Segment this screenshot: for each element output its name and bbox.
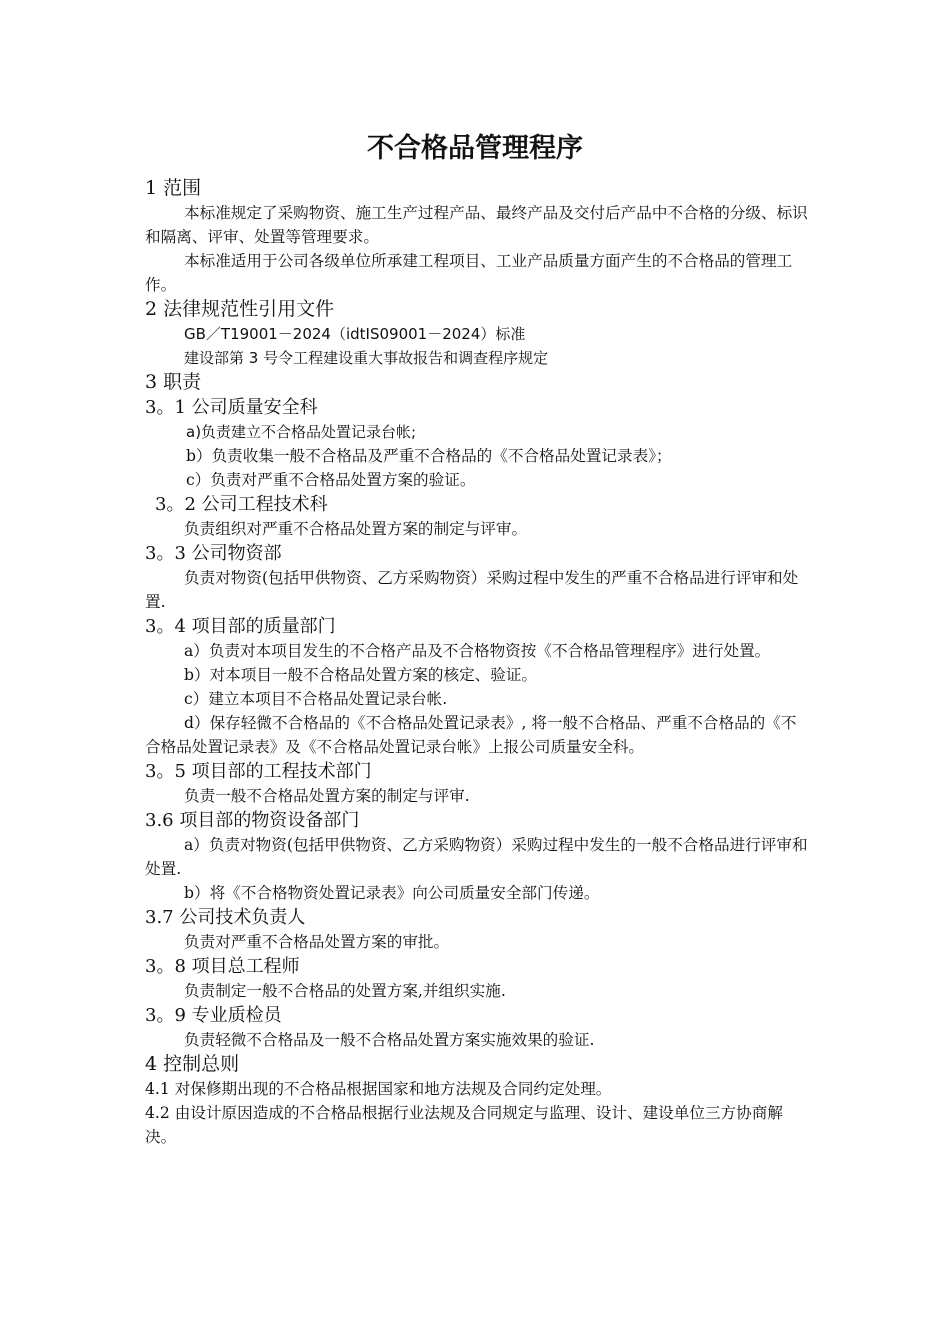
subsection-heading-3-5: 3。5 项目部的工程技术部门: [145, 761, 372, 782]
duty-item-3-4-d: d）保存轻微不合格品的《不合格品处置记录表》, 将一般不合格品、严重不合格品的《不合格品处置记录表》及《不合格品处置记录台帐》上报公司质量安全科。: [145, 714, 797, 756]
duty-paragraph-3-2: 负责组织对严重不合格品处置方案的制定与评审。: [184, 520, 528, 538]
duty-item-3-1-c: c）负责对严重不合格品处置方案的验证。: [186, 471, 476, 489]
duty-item-3-6-a: a）负责对物资(包括甲供物资、乙方采购物资）采购过程中发生的一般不合格品进行评审和处置.: [145, 836, 808, 878]
subsection-heading-3-8: 3。8 项目总工程师: [145, 956, 300, 977]
document-title: 不合格品管理程序: [367, 133, 583, 164]
duty-item-3-1-b: b）负责收集一般不合格品及严重不合格品的《不合格品处置记录表》；: [186, 447, 672, 465]
subsection-heading-3-9: 3。9 专业质检员: [145, 1005, 282, 1026]
duty-paragraph-3-7: 负责对严重不合格品处置方案的审批。: [184, 933, 450, 951]
section-heading-scope: 1 范围: [145, 177, 202, 199]
reference-item-decree: 建设部第 3 号令工程建设重大事故报告和调查程序规定: [184, 349, 549, 367]
scope-paragraph-1: 本标准规定了采购物资、施工生产过程产品、最终产品及交付后产品中不合格的分级、标识和隔离、评审、处置等管理要求。: [145, 204, 808, 246]
subsection-heading-3-7: 3.7 公司技术负责人: [145, 907, 306, 928]
subsection-heading-3-3: 3。3 公司物资部: [145, 543, 282, 564]
reference-item-gb: GB／T19001－2024（idtIS09001－2024）标准: [184, 325, 526, 343]
duty-item-3-4-a: a）负责对本项目发生的不合格产品及不合格物资按《不合格品管理程序》进行处置。: [184, 642, 771, 660]
subsection-heading-3-2: 3。2 公司工程技术科: [155, 494, 328, 515]
duty-item-3-6-b: b）将《不合格物资处置记录表》向公司质量安全部门传递。: [184, 884, 600, 902]
duty-paragraph-3-3: 负责对物资(包括甲供物资、乙方采购物资）采购过程中发生的严重不合格品进行评审和处置.: [145, 569, 799, 611]
duty-item-3-1-a: a)负责建立不合格品处置记录台帐;: [186, 423, 417, 441]
duty-item-3-4-b: b）对本项目一般不合格品处置方案的核定、验证。: [184, 666, 538, 684]
section-heading-duties: 3 职责: [145, 371, 202, 393]
scope-paragraph-2: 本标准适用于公司各级单位所承建工程项目、工业产品质量方面产生的不合格品的管理工作。: [145, 252, 793, 294]
document-body: [145, 176, 811, 1149]
section-heading-references: 2 法律规范性引用文件: [145, 298, 335, 320]
subsection-heading-3-4: 3。4 项目部的质量部门: [145, 616, 336, 637]
duty-paragraph-3-9: 负责轻微不合格品及一般不合格品处置方案实施效果的验证.: [184, 1031, 595, 1049]
subsection-heading-3-6: 3.6 项目部的物资设备部门: [145, 810, 360, 831]
duty-paragraph-3-8: 负责制定一般不合格品的处置方案,并组织实施.: [184, 982, 506, 1000]
section-heading-control: 4 控制总则: [145, 1053, 240, 1075]
control-paragraph-4-1: 4.1 对保修期出现的不合格品根据国家和地方法规及合同约定处理。: [145, 1080, 612, 1098]
duty-paragraph-3-5: 负责一般不合格品处置方案的制定与评审.: [184, 787, 470, 805]
control-paragraph-4-2: 4.2 由设计原因造成的不合格品根据行业法规及合同规定与监理、设计、建设单位三方协商解决。: [145, 1104, 783, 1146]
duty-item-3-4-c: c）建立本项目不合格品处置记录台帐.: [184, 690, 448, 708]
subsection-heading-3-1: 3。1 公司质量安全科: [145, 397, 318, 418]
